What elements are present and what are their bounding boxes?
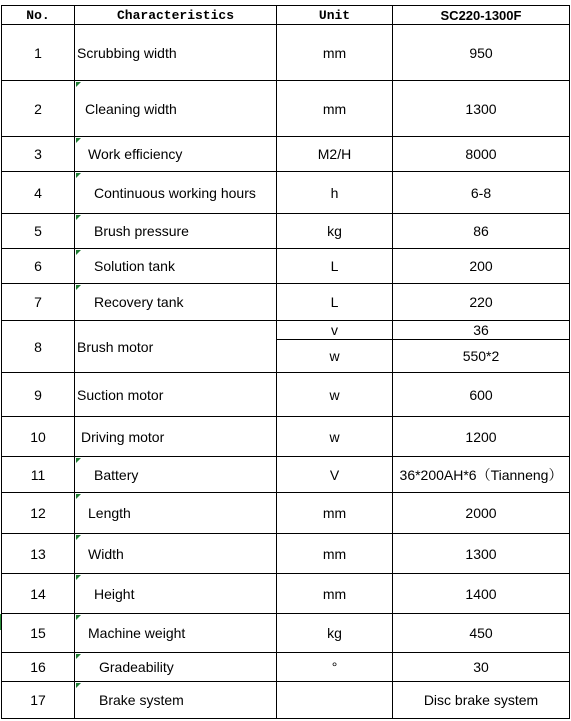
unit-cell: L <box>277 284 393 321</box>
table-row <box>2 81 570 137</box>
characteristic-name: Brush motor <box>75 321 277 373</box>
characteristic-name: Length <box>75 493 277 534</box>
value-cell: 86 <box>393 214 570 249</box>
unit-cell: mm <box>277 81 393 137</box>
value-cell: 6-8 <box>393 172 570 214</box>
unit-cell: w <box>277 417 393 457</box>
unit-cell: h <box>277 172 393 214</box>
value-cell: 36*200AH*6（Tianneng） <box>393 457 570 493</box>
unit-cell: ° <box>277 653 393 682</box>
unit-cell: v <box>277 321 393 340</box>
value-cell: 1300 <box>393 534 570 574</box>
characteristic-name: Work efficiency <box>75 137 277 172</box>
unit-cell: kg <box>277 214 393 249</box>
unit-cell: M2/H <box>277 137 393 172</box>
row-number: 7 <box>2 284 75 321</box>
characteristic-name: Continuous working hours <box>75 172 277 214</box>
row-number: 6 <box>2 249 75 284</box>
table-row <box>2 373 570 417</box>
row-number: 10 <box>2 417 75 457</box>
header-model: SC220-1300F <box>393 6 570 25</box>
unit-cell: V <box>277 457 393 493</box>
table-row <box>2 25 570 81</box>
row-number: 17 <box>2 682 75 719</box>
table-row <box>2 137 570 172</box>
characteristic-name: Height <box>75 574 277 614</box>
characteristic-name: Solution tank <box>75 249 277 284</box>
row-number: 8 <box>2 321 75 373</box>
characteristic-name: Suction motor <box>75 373 277 417</box>
value-cell: 36 <box>393 321 570 340</box>
characteristic-name: Width <box>75 534 277 574</box>
row-number: 15 <box>2 614 75 653</box>
value-cell: 1400 <box>393 574 570 614</box>
table-row <box>2 534 570 574</box>
characteristic-name: Brake system <box>75 682 277 719</box>
value-cell: 2000 <box>393 493 570 534</box>
characteristic-name: Recovery tank <box>75 284 277 321</box>
row-number: 12 <box>2 493 75 534</box>
unit-cell-secondary: w <box>277 340 393 373</box>
unit-cell: w <box>277 373 393 417</box>
row-number: 2 <box>2 81 75 137</box>
table-row <box>2 682 570 719</box>
value-cell: 1200 <box>393 417 570 457</box>
characteristic-name: Driving motor <box>75 417 277 457</box>
unit-cell: mm <box>277 25 393 81</box>
value-cell: 220 <box>393 284 570 321</box>
value-cell: 30 <box>393 653 570 682</box>
table-row <box>2 284 570 321</box>
value-cell: 200 <box>393 249 570 284</box>
value-cell: 950 <box>393 25 570 81</box>
row-number: 13 <box>2 534 75 574</box>
row-number: 5 <box>2 214 75 249</box>
table-row <box>2 493 570 534</box>
unit-cell: kg <box>277 614 393 653</box>
row-number: 1 <box>2 25 75 81</box>
table-row <box>2 249 570 284</box>
value-cell: 600 <box>393 373 570 417</box>
characteristic-name: Gradeability <box>75 653 277 682</box>
row-number: 3 <box>2 137 75 172</box>
characteristic-name: Machine weight <box>75 614 277 653</box>
table-row <box>2 214 570 249</box>
row-number: 9 <box>2 373 75 417</box>
unit-cell: mm <box>277 493 393 534</box>
value-cell: 1300 <box>393 81 570 137</box>
unit-cell: mm <box>277 574 393 614</box>
header-characteristics: Characteristics <box>75 6 277 25</box>
table-row <box>2 653 570 682</box>
table-row <box>2 574 570 614</box>
table-row <box>2 321 570 340</box>
row-number: 14 <box>2 574 75 614</box>
unit-cell: mm <box>277 534 393 574</box>
row-number: 11 <box>2 457 75 493</box>
row-number: 4 <box>2 172 75 214</box>
table-row <box>2 417 570 457</box>
unit-cell: L <box>277 249 393 284</box>
table-row <box>2 457 570 493</box>
specification-table <box>1 5 570 719</box>
row-number: 16 <box>2 653 75 682</box>
characteristic-name: Scrubbing width <box>75 25 277 81</box>
header-no: No. <box>2 6 75 25</box>
characteristic-name: Cleaning width <box>75 81 277 137</box>
value-cell: Disc brake system <box>393 682 570 719</box>
table-row <box>2 614 570 653</box>
table-row <box>2 172 570 214</box>
header-row <box>2 6 570 25</box>
characteristic-name: Brush pressure <box>75 214 277 249</box>
characteristic-name: Battery <box>75 457 277 493</box>
header-unit: Unit <box>277 6 393 25</box>
value-cell: 450 <box>393 614 570 653</box>
value-cell: 8000 <box>393 137 570 172</box>
unit-cell <box>277 682 393 719</box>
value-cell-secondary: 550*2 <box>393 340 570 373</box>
